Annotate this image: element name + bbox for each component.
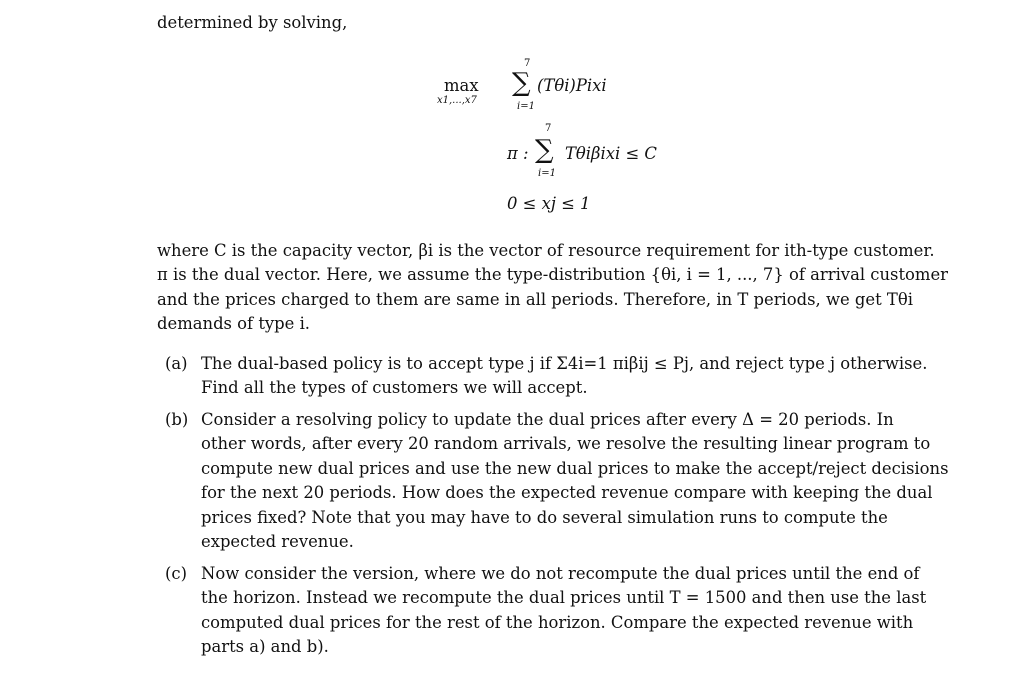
intro-line: determined by solving, xyxy=(157,13,348,32)
paragraph-line: π is the dual vector. Here, we assume the type-distribution {θi, i = 1, ..., 7} of arrival customer xyxy=(157,265,948,284)
item-line: computed dual prices for the rest of the horizon. Compare the expected revenue with xyxy=(201,613,914,632)
max-subscript: x1,...,x7 xyxy=(437,95,477,106)
item-line: parts a) and b). xyxy=(201,637,329,656)
sum-top-2: 7 xyxy=(545,123,552,134)
sum-bottom-1: i=1 xyxy=(517,101,535,112)
item-line: The dual-based policy is to accept type j if Σ4i=1 πiβij ≤ Pj, and reject type j otherwise. xyxy=(201,354,928,373)
bounds-expression: 0 ≤ xj ≤ 1 xyxy=(507,194,591,213)
constraint-prefix: π : xyxy=(507,144,529,163)
item-line: compute new dual prices and use the new dual prices to make the accept/reject decisions xyxy=(201,459,949,478)
paragraph-line: and the prices charged to them are same in all periods. Therefore, in T periods, we get Tθi xyxy=(157,290,913,309)
sigma-1: ∑ xyxy=(512,68,531,98)
sum-bottom-2: i=1 xyxy=(538,168,556,179)
item-line: for the next 20 periods. How does the expected revenue compare with keeping the dual xyxy=(201,483,933,502)
objective-expression: (Tθi)Pixi xyxy=(537,76,607,95)
item-line: prices fixed? Note that you may have to do several simulation runs to compute the xyxy=(201,508,888,527)
paragraph-line: demands of type i. xyxy=(157,314,311,333)
item-line: the horizon. Instead we recompute the dual prices until T = 1500 and then use the last xyxy=(201,588,927,607)
item-label: (b) xyxy=(165,410,189,429)
item-line: expected revenue. xyxy=(201,532,354,551)
item-line: other words, after every 20 random arrivals, we resolve the resulting linear program to xyxy=(201,434,931,453)
max-label: max xyxy=(444,76,479,95)
sum-top-1: 7 xyxy=(524,58,531,69)
constraint-expression: Tθiβixi ≤ C xyxy=(565,144,657,163)
item-label: (a) xyxy=(165,354,188,373)
item-label: (c) xyxy=(165,564,187,583)
sigma-2: ∑ xyxy=(535,135,554,165)
item-line: Now consider the version, where we do not recompute the dual prices until the end of xyxy=(201,564,920,583)
paragraph-line: where C is the capacity vector, βi is the vector of resource requirement for ith-type customer. xyxy=(157,241,935,260)
item-line: Consider a resolving policy to update the dual prices after every Δ = 20 periods. In xyxy=(201,410,894,429)
item-line: Find all the types of customers we will accept. xyxy=(201,378,588,397)
